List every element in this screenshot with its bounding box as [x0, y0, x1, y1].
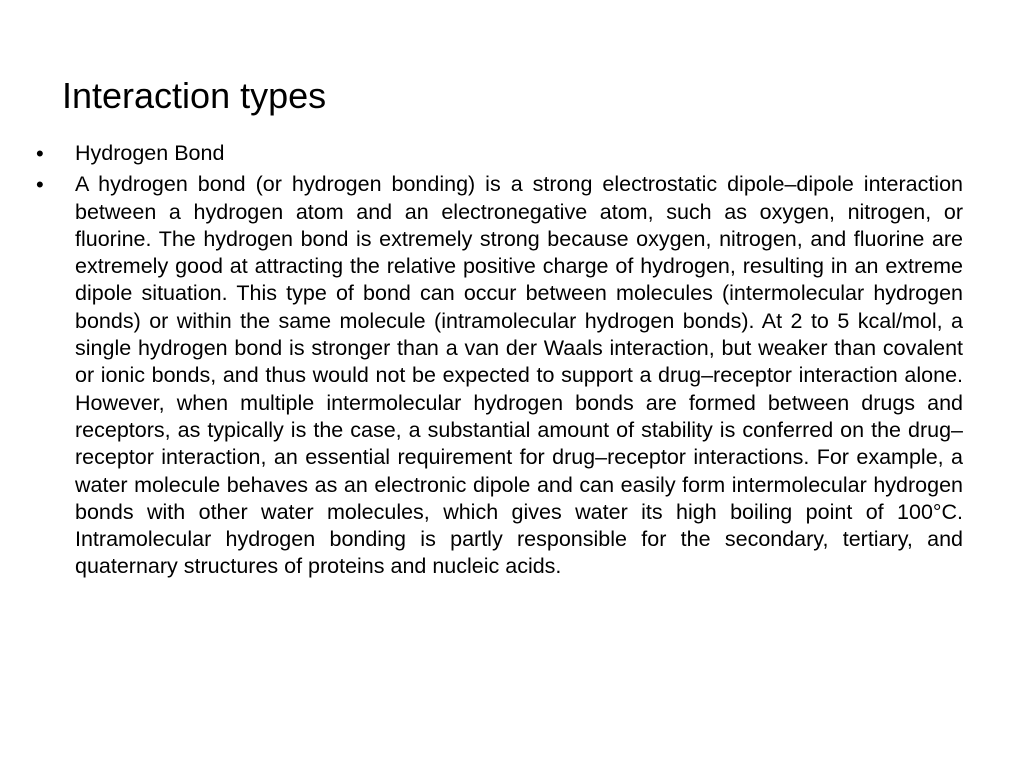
slide-title: Interaction types	[62, 75, 327, 116]
bullet-item-hydrogen-bond-heading	[0, 140, 1024, 167]
bullet-marker: •	[36, 172, 44, 198]
bullet-list	[0, 140, 1024, 581]
bullet-marker: •	[36, 141, 44, 166]
bullet-item-hydrogen-bond-description	[0, 171, 1024, 580]
bullet-text-heading: Hydrogen Bond	[75, 141, 225, 165]
bullet-text-paragraph: A hydrogen bond (or hydrogen bonding) is a strong electrostatic dipole–dipole interaction between a hydrogen atom and an electronegative atom, such as oxygen, nitrogen, or fluorine. The hydrogen bond is extremely strong because oxygen, nitrogen, and fluorine are extremely good at attracting the relative positive charge of hydrogen, resulting in an extreme dipole situation. This type of bond can occur between molecules (intermolecular hydrogen bonds) or within the same molecule (intramolecular hydrogen bonds). At 2 to 5 kcal/mol, a single hydrogen bond is stronger than a van der Waals interaction, but weaker than covalent or ionic bonds, and thus would not be expected to support a drug–receptor interaction alone. However, when multiple intermolecular hydrogen bonds are formed between drugs and receptors, as typically is the case, a substantial amount of stability is conferred on the drug–receptor interaction, an essential requirement for drug–receptor interactions. For example, a water molecule behaves as an electronic dipole and can easily form intermolecular hydrogen bonds with other water molecules, which gives water its high boiling point of 100°C. Intramolecular hydrogen bonding is partly responsible for the secondary, tertiary, and quaternary structures of proteins and nucleic acids.	[75, 172, 963, 579]
